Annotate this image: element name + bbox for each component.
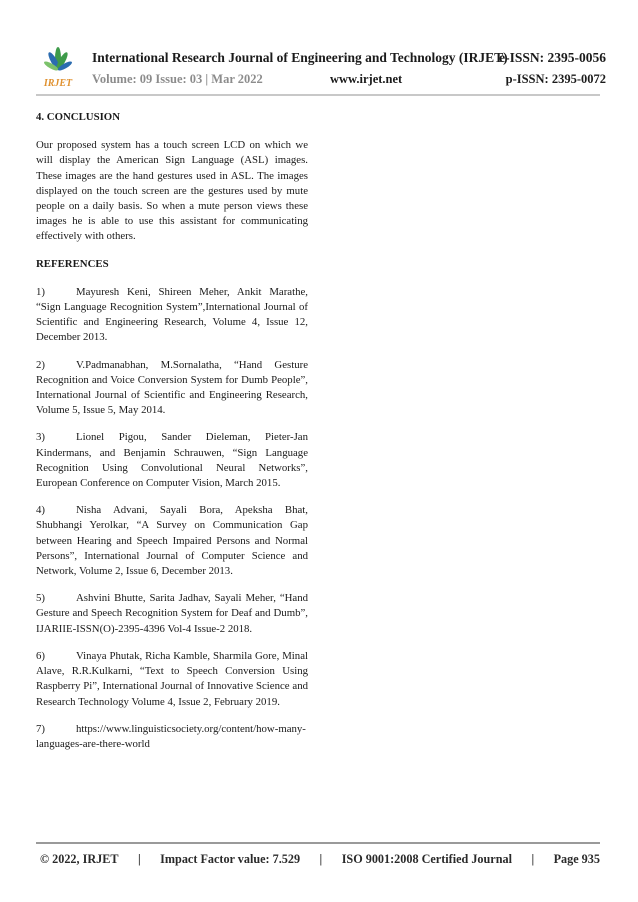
volume-issue: Volume: 09 Issue: 03 | Mar 2022 [92, 72, 263, 86]
reference-number: 7) [36, 722, 45, 735]
impact-factor: Impact Factor value: 7.529 [160, 852, 301, 866]
conclusion-text: Our proposed system has a touch screen LCD on which we will display the American Sign Language (ASL) images. These images are the hand gestures used in ASL. The images displayed on the touch screen are the gestures used by mute people on a daily basis. So when a mute person views these images he is able to use this assistant for communicating effectively with others. [36, 139, 308, 243]
reference-number: 2) [36, 358, 45, 371]
reference-number: 4) [36, 504, 45, 517]
reference-item [36, 285, 308, 346]
references-heading: REFERENCES [36, 257, 109, 270]
footer-separator: | [138, 852, 141, 866]
e-issn: e-ISSN: 2395-0056 [499, 50, 606, 65]
page-header [36, 44, 606, 92]
journal-title: International Research Journal of Engineering and Technology (IRJET) [92, 50, 508, 65]
header-divider [36, 94, 600, 96]
footer-separator: | [319, 852, 323, 866]
journal-website[interactable]: www.irjet.net [330, 72, 403, 86]
reference-text: V.Padmanabhan, M.Sornalatha, “Hand Gesture Recognition and Voice Conversion System for Dumb People”, International Journal of Scientific and Engineering Research, Volume 5, Issue 5, May 2014. [36, 358, 308, 417]
logo-text: IRJET [43, 78, 73, 88]
reference-item [36, 503, 308, 579]
reference-number: 3) [36, 431, 45, 444]
reference-item [36, 358, 308, 419]
page-footer [40, 852, 600, 867]
reference-item [36, 649, 308, 710]
footer-separator: | [531, 852, 535, 866]
p-issn: p-ISSN: 2395-0072 [505, 72, 606, 86]
reference-text: Ashvini Bhutte, Sarita Jadhav, Sayali Meher, “Hand Gesture and Speech Recognition System for Deaf and Dumb”, IJARIIE-ISSN(O)-2395-4396 Vol-4 Issue-2 2018. [36, 592, 308, 635]
irjet-logo [36, 44, 80, 88]
main-column [36, 110, 308, 764]
copyright: © 2022, IRJET [40, 852, 119, 866]
conclusion-heading: 4. CONCLUSION [36, 111, 120, 123]
reference-text: Vinaya Phutak, Richa Kamble, Sharmila Gore, Minal Alave, R.R.Kulkarni, “Text to Speech Conversion Using Raspberry Pi”, International Journal of Innovative Science and Research Technology Volume 4, Issue 2, February 2019. [36, 649, 308, 708]
reference-number: 1) [36, 285, 45, 298]
reference-item [36, 591, 308, 637]
page-number: Page 935 [553, 852, 600, 866]
reference-text: Mayuresh Keni, Shireen Meher, Ankit Marathe, “Sign Language Recognition System”,International Journal of Scientific and Engineering Research, Volume 4, Issue 12, December 2013. [36, 285, 308, 344]
reference-number: 5) [36, 592, 45, 605]
footer-divider [36, 842, 600, 844]
reference-text: Lionel Pigou, Sander Dieleman, Pieter-Jan Kindermans, and Benjamin Schrauwen, “Sign Language Recognition Using Convolutional Neural Networks”, European Conference on Computer Vision, March 2015. [36, 431, 308, 490]
reference-item [36, 430, 308, 491]
reference-item[interactable] [36, 722, 308, 752]
reference-text: Nisha Advani, Sayali Bora, Apeksha Bhat, Shubhangi Yerolkar, “A Survey on Communication Gap between Hearing and Speech Impaired Persons and Normal Persons”, International Journal of Computer Science and Network, Volume 2, Issue 6, December 2013. [36, 504, 308, 578]
iso-certification: ISO 9001:2008 Certified Journal [341, 852, 512, 866]
reference-number: 6) [36, 649, 45, 662]
reference-link: https://www.linguisticsociety.org/content/how-many-languages-are-there-world [36, 722, 306, 750]
